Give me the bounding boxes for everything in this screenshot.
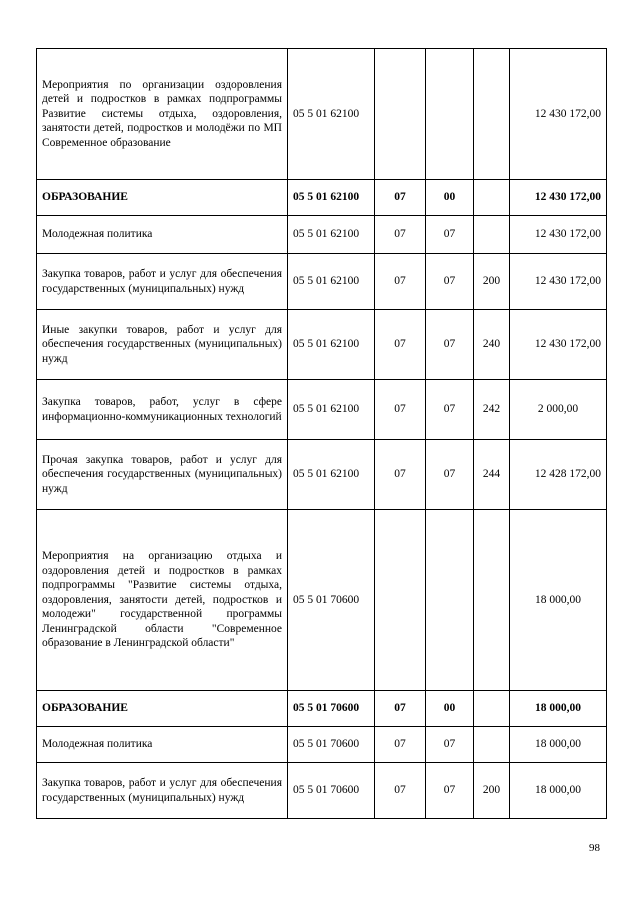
row-code-cell: 05 5 01 62100: [288, 254, 375, 310]
row-name-cell: Мероприятия по организации оздоровления детей и подростков в рамках подпрограммы Развитие системы отдыха, оздоровления, занятости детей, подростков и молодёжи по МП Современное образование: [37, 49, 288, 180]
row-pr-cell: 07: [426, 380, 474, 440]
row-code-cell: 05 5 01 70600: [288, 510, 375, 691]
row-vr-cell: [474, 49, 510, 180]
row-vr-cell: 200: [474, 763, 510, 819]
table-row: [37, 510, 607, 691]
row-rz-cell: [375, 49, 426, 180]
row-pr-cell: 07: [426, 440, 474, 510]
row-vr-cell: [474, 216, 510, 254]
table-row: [37, 49, 607, 180]
row-name-cell: Мероприятия на организацию отдыха и оздоровления детей и подростков в рамках подпрограммы "Развитие системы отдыха, оздоровления, занятости детей, подростков и молодежи" государственной программы Ленинградской области "Современное образование в Ленинградской области": [37, 510, 288, 691]
row-pr-cell: 07: [426, 216, 474, 254]
row-code-cell: 05 5 01 70600: [288, 691, 375, 727]
budget-table: [36, 48, 607, 819]
row-pr-cell: 00: [426, 180, 474, 216]
row-rz-cell: 07: [375, 254, 426, 310]
row-rz-cell: 07: [375, 440, 426, 510]
row-name-cell: Иные закупки товаров, работ и услуг для обеспечения государственных (муниципальных) нужд: [37, 310, 288, 380]
row-rz-cell: [375, 510, 426, 691]
row-pr-cell: [426, 510, 474, 691]
row-pr-cell: 07: [426, 763, 474, 819]
row-sum-cell: 18 000,00: [510, 763, 607, 819]
row-vr-cell: [474, 691, 510, 727]
table-row: [37, 380, 607, 440]
row-rz-cell: 07: [375, 380, 426, 440]
row-pr-cell: 07: [426, 310, 474, 380]
row-code-cell: 05 5 01 62100: [288, 180, 375, 216]
row-name-cell: ОБРАЗОВАНИЕ: [37, 691, 288, 727]
table-row: [37, 180, 607, 216]
row-rz-cell: 07: [375, 727, 426, 763]
row-code-cell: 05 5 01 62100: [288, 440, 375, 510]
row-sum-cell: 12 430 172,00: [510, 216, 607, 254]
row-code-cell: 05 5 01 70600: [288, 727, 375, 763]
row-rz-cell: 07: [375, 763, 426, 819]
row-rz-cell: 07: [375, 180, 426, 216]
table-row: [37, 691, 607, 727]
row-name-cell: Молодежная политика: [37, 216, 288, 254]
table-row: [37, 254, 607, 310]
row-vr-cell: [474, 510, 510, 691]
table-row: [37, 440, 607, 510]
row-rz-cell: 07: [375, 310, 426, 380]
row-pr-cell: 00: [426, 691, 474, 727]
row-name-cell: ОБРАЗОВАНИЕ: [37, 180, 288, 216]
table-row: [37, 727, 607, 763]
row-sum-cell: 12 430 172,00: [510, 310, 607, 380]
row-vr-cell: 244: [474, 440, 510, 510]
row-vr-cell: [474, 727, 510, 763]
table-row: [37, 216, 607, 254]
row-sum-cell: 12 430 172,00: [510, 180, 607, 216]
row-vr-cell: 200: [474, 254, 510, 310]
row-pr-cell: 07: [426, 727, 474, 763]
page-number: 98: [589, 842, 600, 854]
row-vr-cell: 240: [474, 310, 510, 380]
row-rz-cell: 07: [375, 691, 426, 727]
row-pr-cell: 07: [426, 254, 474, 310]
row-name-cell: Закупка товаров, работ, услуг в сфере информационно-коммуникационных технологий: [37, 380, 288, 440]
row-vr-cell: 242: [474, 380, 510, 440]
row-name-cell: Закупка товаров, работ и услуг для обеспечения государственных (муниципальных) нужд: [37, 254, 288, 310]
row-sum-cell: 2 000,00: [510, 380, 607, 440]
row-code-cell: 05 5 01 62100: [288, 310, 375, 380]
row-sum-cell: 12 430 172,00: [510, 49, 607, 180]
row-sum-cell: 18 000,00: [510, 727, 607, 763]
row-vr-cell: [474, 180, 510, 216]
row-name-cell: Прочая закупка товаров, работ и услуг для обеспечения государственных (муниципальных) нужд: [37, 440, 288, 510]
table-row: [37, 310, 607, 380]
row-sum-cell: 12 428 172,00: [510, 440, 607, 510]
row-name-cell: Закупка товаров, работ и услуг для обеспечения государственных (муниципальных) нужд: [37, 763, 288, 819]
row-sum-cell: 18 000,00: [510, 691, 607, 727]
row-pr-cell: [426, 49, 474, 180]
row-code-cell: 05 5 01 62100: [288, 49, 375, 180]
row-code-cell: 05 5 01 62100: [288, 380, 375, 440]
row-sum-cell: 18 000,00: [510, 510, 607, 691]
row-name-cell: Молодежная политика: [37, 727, 288, 763]
row-rz-cell: 07: [375, 216, 426, 254]
table-row: [37, 763, 607, 819]
row-sum-cell: 12 430 172,00: [510, 254, 607, 310]
row-code-cell: 05 5 01 70600: [288, 763, 375, 819]
row-code-cell: 05 5 01 62100: [288, 216, 375, 254]
